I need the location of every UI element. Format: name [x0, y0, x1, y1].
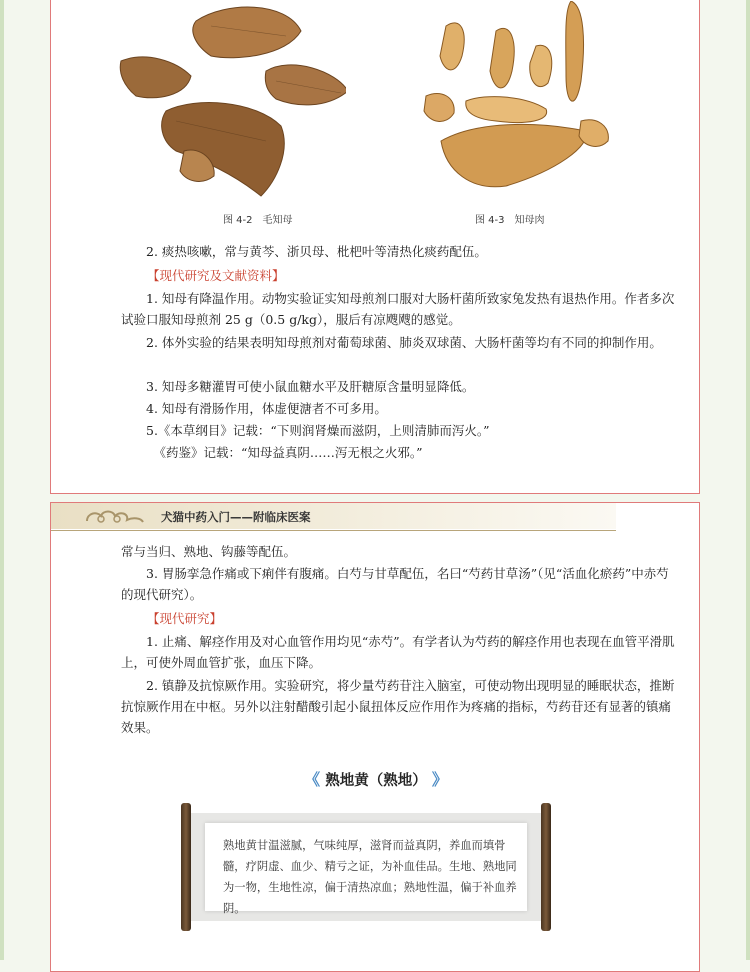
book-page-bottom [50, 502, 700, 972]
paragraph-continuation: 常与当归、熟地、钩藤等配伍。 [121, 544, 297, 559]
paragraph-phlegm-heat: 2. 痰热咳嗽，常与黄芩、浙贝母、枇杷叶等清热化痰药配伍。 [146, 244, 487, 259]
title-bracket-left: 《 [304, 770, 321, 789]
scroll-rod-right [541, 803, 551, 931]
book-page-top [50, 0, 700, 494]
section-heading-modern-research-literature: 【现代研究及文献资料】 [147, 268, 285, 283]
rhizome-hairy-photo [116, 1, 346, 201]
herb-name: 熟地黄（熟地） [325, 773, 427, 789]
research-item-2: 2. 体外实验的结果表明知母煎剂对葡萄球菌、肺炎双球菌、大肠杆菌等均有不同的抑制作用。 [146, 335, 662, 350]
figure-caption-left: 图 4-2 毛知母 [223, 215, 293, 226]
cloud-ornament-icon [83, 507, 153, 527]
research-item-3: 3. 知母多糖灌胃可使小鼠血糖水平及肝糖原含量明显降低。 [146, 379, 475, 394]
rhizome-peeled-photo [416, 1, 616, 201]
scroll-paper [189, 813, 543, 921]
modern-research-item-2: 2. 镇静及抗惊厥作用。实验研究，将少量芍药苷注入脑室，可使动物出现明显的睡眠状态，推断抗惊厥作用在中枢。另外以注射醋酸引起小鼠扭体反应作用作为疼痛的指标，芍药苷还有显著的镇痛效果。 [121, 678, 675, 735]
research-item-4: 4. 知母有滑肠作用，体虚便溏者不可多用。 [146, 401, 387, 416]
herb-entry-title [51, 767, 701, 790]
scroll-text-box [205, 823, 527, 915]
figure-caption-right: 图 4-3 知母肉 [475, 215, 545, 226]
modern-research-item-1: 1. 止痛、解痉作用及对心血管作用均见“赤芍”。有学者认为芍药的解痉作用也表现在血管平滑肌上，可使外周血管扩张，血压下降。 [121, 634, 675, 670]
section-heading-modern-research: 【现代研究】 [147, 611, 223, 626]
running-header-title: 犬猫中药入门——附临床医案 [161, 510, 311, 524]
scroll-panel [181, 803, 551, 931]
herb-summary-text: 熟地黄甘温滋腻，气味纯厚，滋肾而益真阴，养血而填骨髓，疗阴虚、血少、精亏之证，为补血佳品。生地、熟地同为一物，生地性凉，偏于清热凉血；熟地性温，偏于补血养阴。 [223, 839, 517, 915]
title-bracket-right: 》 [431, 770, 448, 789]
scroll-rod-left [181, 803, 191, 931]
research-item-1: 1. 知母有降温作用。动物实验证实知母煎剂口服对大肠杆菌所致家兔发热有退热作用。作者多次试验口服知母煎剂 25 g（0.5 g/kg），服后有凉飕飕的感觉。 [121, 291, 675, 327]
research-item-5: 5.《本草纲目》记载：“下则润肾燥而滋阴，上则清肺而泻火。” [146, 423, 490, 438]
running-header-rule [51, 530, 616, 531]
research-item-6: 《药鉴》记载：“知母益真阴……泻无根之火邪。” [153, 445, 423, 460]
paragraph-abdominal-pain: 3. 胃肠挛急作痛或下痢伴有腹痛。白芍与甘草配伍，名曰“芍药甘草汤”（见“活血化瘀药”中赤芍的现代研究）。 [121, 566, 669, 602]
